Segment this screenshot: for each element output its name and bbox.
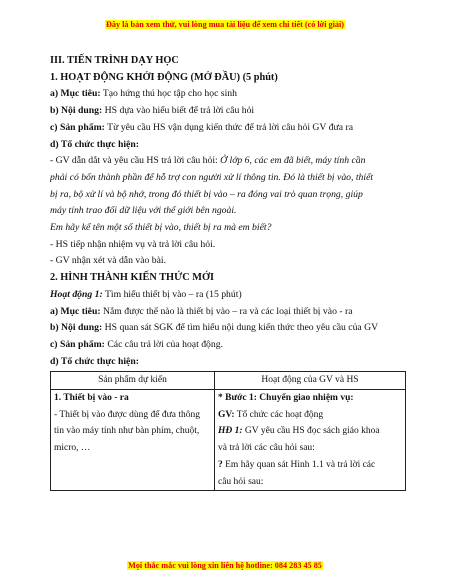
- section-title: III. TIẾN TRÌNH DẠY HỌC: [50, 55, 179, 66]
- document-body: [50, 53, 405, 491]
- part2-content-label: b) Nội dung:: [50, 322, 103, 334]
- part2-objective-label: a) Mục tiêu:: [50, 305, 101, 317]
- table-header-row: [51, 372, 406, 390]
- table-header-product: Sản phẩm dự kiến: [51, 372, 215, 390]
- activity1-text: Tìm hiểu thiết bị vào – ra (15 phút): [102, 288, 242, 300]
- part1-question: Em hãy kể tên một số thiết bị vào, thiết bị ra mà em biết?: [50, 222, 272, 234]
- teacher-label: GV:: [218, 409, 235, 420]
- part2-objective-text: Nắm được thế nào là thiết bị vào – ra và các loại thiết bị vào - ra: [100, 305, 353, 317]
- part2-product-text: Các câu trả lời của hoạt động.: [104, 338, 224, 350]
- activity1-heading: [50, 287, 405, 304]
- part2-product-label: c) Sản phẩm:: [50, 338, 105, 350]
- part2-product: [50, 337, 405, 354]
- question: [218, 457, 402, 474]
- part1-organization-label: d) Tổ chức thực hiện:: [50, 138, 139, 150]
- hd1-task-line2: và trả lời các câu hỏi sau:: [218, 443, 315, 454]
- hd1-label: HĐ 1:: [218, 426, 243, 437]
- table-header-activity: Hoạt động của GV và HS: [215, 372, 406, 390]
- teacher-text: Tổ chức các hoạt động: [234, 409, 324, 420]
- hotline-footer: [0, 561, 450, 570]
- product-cell-line3: micro, …: [54, 443, 91, 454]
- product-cell-title: 1. Thiết bị vào - ra: [54, 393, 129, 404]
- teacher-task: [218, 407, 402, 424]
- part1-organization-line3: bị ra, bộ xử lí và bộ nhớ, trong đó thiết bị vào – ra đóng vai trò quan trọng, giúp: [50, 188, 363, 200]
- hd1-text: GV yêu cầu HS đọc sách giáo khoa: [242, 426, 380, 437]
- activity-table: [50, 371, 406, 491]
- part1-objective-text: Tạo hứng thú học tập cho học sinh: [100, 88, 237, 100]
- product-cell-line2: tin vào máy tính như bàn phím, chuột,: [54, 426, 200, 437]
- part2-title: 2. HÌNH THÀNH KIẾN THỨC MỚI: [50, 272, 215, 284]
- preview-banner-text: Đây là bản xem thử, vui lòng mua tài liệu để xem chi tiết (có lời giải): [105, 20, 344, 29]
- question-mark: ?: [218, 459, 223, 470]
- part1-objective: [50, 86, 405, 103]
- question-text: Em hãy quan sát Hình 1.1 và trả lời các: [222, 459, 376, 470]
- part1-organization-line4: máy tính trao đổi dữ liệu với thế giới bên ngoài.: [50, 205, 237, 217]
- table-row: [51, 390, 406, 491]
- part2-content: [50, 320, 405, 337]
- part1-objective-label: a) Mục tiêu:: [50, 88, 101, 100]
- part2-objective: [50, 304, 405, 321]
- part1-product-label: c) Sản phẩm:: [50, 121, 105, 133]
- preview-banner: [0, 20, 450, 29]
- hd1-task: [218, 423, 402, 440]
- part1-student-task: - HS tiếp nhận nhiệm vụ và trả lời câu hỏi.: [50, 238, 216, 250]
- part1-organization-line2: phải có bốn thành phần để hỗ trợ con người xử lí thông tin. Đó là thiết bị vào, thiết: [50, 171, 374, 183]
- step1-title: * Bước 1: Chuyển giao nhiệm vụ:: [218, 393, 354, 404]
- part1-teacher-comment: - GV nhận xét và dẫn vào bài.: [50, 255, 167, 267]
- part1-content-label: b) Nội dung:: [50, 105, 103, 117]
- activity-cell: [215, 390, 406, 491]
- part2-content-text: HS quan sát SGK để tìm hiểu nội dung kiến thức theo yêu cầu của GV: [102, 322, 379, 334]
- part1-organization-line1-italic: Ở lớp 6, các em đã biết, máy tính cần: [220, 155, 366, 167]
- part1-content: [50, 103, 405, 120]
- part1-title: 1. HOẠT ĐỘNG KHỞI ĐỘNG (MỞ ĐẦU) (5 phút): [50, 71, 278, 83]
- part1-product: [50, 120, 405, 137]
- hotline-footer-text: Mọi thắc mắc vui lòng xin liên hệ hotline: 084 283 45 85: [128, 561, 322, 570]
- part1-product-text: Từ yêu cầu HS vận dụng kiến thức để trả lời câu hỏi GV đưa ra: [104, 121, 354, 133]
- activity1-label: Hoạt động 1:: [50, 288, 103, 300]
- product-cell: [51, 390, 215, 491]
- part1-organization-line1: [50, 153, 405, 170]
- product-cell-line1: - Thiết bị vào được dùng để đưa thông: [54, 409, 201, 420]
- question-line2: câu hỏi sau:: [218, 476, 264, 487]
- part1-content-text: HS dựa vào hiểu biết để trả lời câu hỏi: [102, 105, 255, 117]
- part2-organization-label: d) Tổ chức thực hiện:: [50, 355, 139, 367]
- part1-organization-line1-normal: - GV dẫn dắt và yêu cầu HS trả lời câu hỏi:: [50, 155, 221, 167]
